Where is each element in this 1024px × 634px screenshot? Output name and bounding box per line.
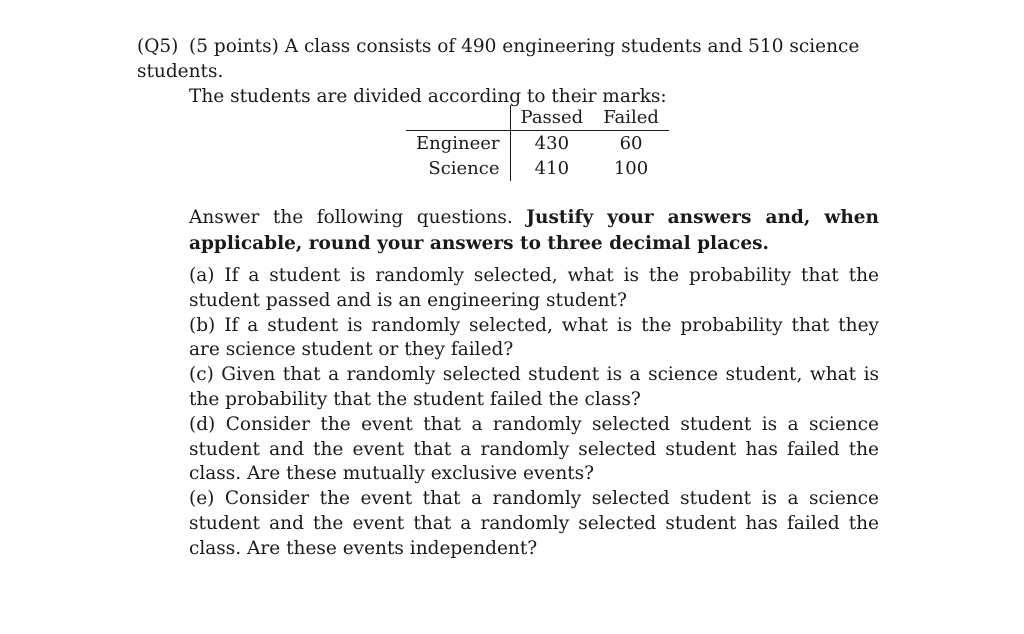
row-label-engineer: Engineer [406,131,510,157]
table-row [406,156,669,181]
question-header [137,34,887,109]
table-row [406,131,669,157]
subquestion-b: (b) If a student is randomly selected, what is the probability that they are science student or they failed? [189,314,879,361]
instructions-paragraph [189,205,879,257]
row-label-science: Science [406,156,510,181]
question-number: (Q5) [137,36,179,57]
marks-table [406,105,669,181]
instructions-bold: Justify your answers and, when applicable, round your answers to three decimal places. [189,207,879,254]
cell-science-failed: 100 [613,158,649,179]
cell-engineer-passed: 430 [534,133,570,154]
table-corner-cell [406,105,510,131]
column-header-passed: Passed [510,105,593,131]
cell-engineer-failed: 60 [619,133,643,154]
table-header-row [406,105,669,131]
subquestion-a: (a) If a student is randomly selected, what is the probability that the student passed and is an engineering student? [189,265,879,311]
subquestion-c: (c) Given that a randomly selected student is a science student, what is the probability that the student failed the class? [189,364,879,410]
subquestion-e: (e) Consider the event that a randomly selected student is a science student and the event that a randomly selected student has failed the class. Are these events independent? [189,488,879,559]
question-intro-line1: (5 points) A class consists of 490 engineering students and 510 science students. [137,36,860,82]
instructions-plain: Answer the following questions. [189,207,527,228]
column-header-failed: Failed [593,105,669,131]
cell-science-passed: 410 [534,158,570,179]
question-intro-line2: The students are divided according to their marks: [189,86,667,107]
subquestions-list [189,264,879,562]
subquestion-d: (d) Consider the event that a randomly selected student is a science student and the event that a randomly selected student has failed the class. Are these mutually exclusive events? [189,413,879,485]
